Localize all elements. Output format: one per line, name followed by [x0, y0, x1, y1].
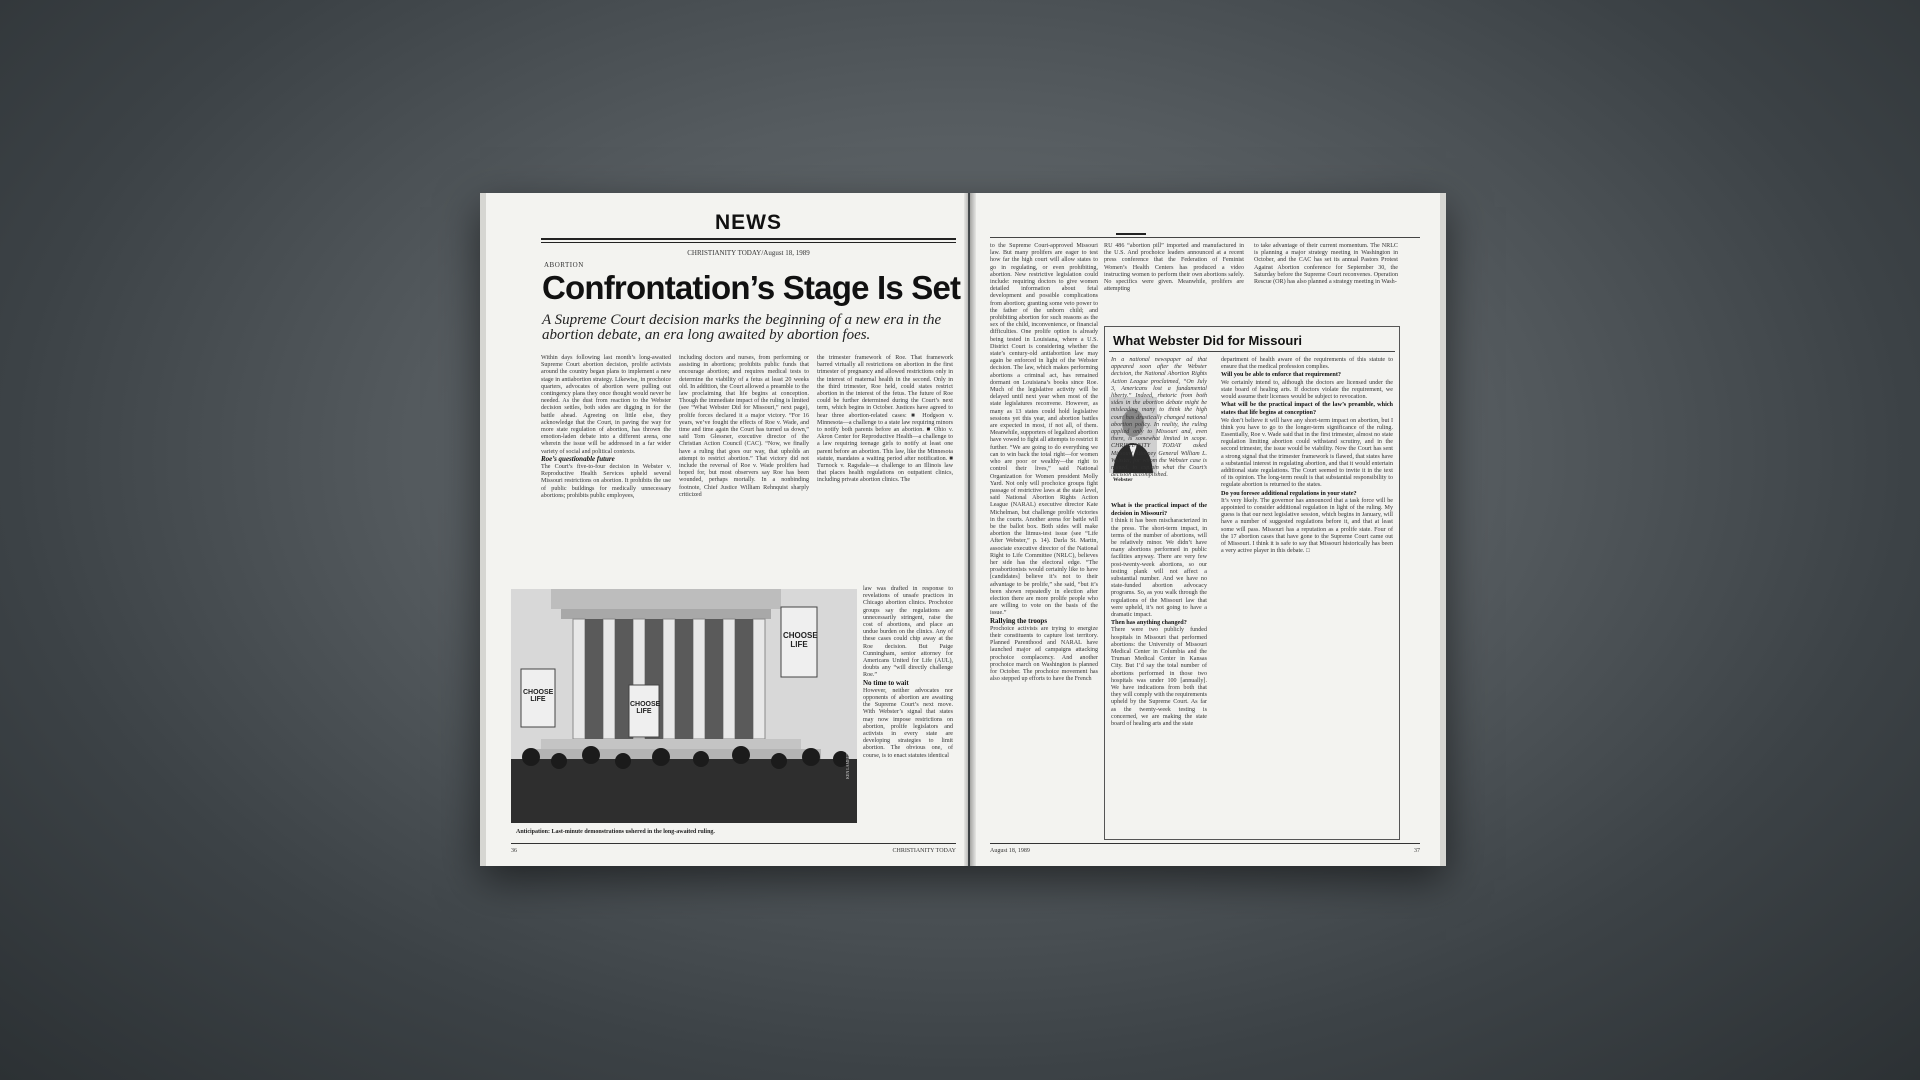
- column-1: [541, 355, 671, 583]
- top-rule-thin: [990, 237, 1420, 238]
- sidebar-title: What Webster Did for Missouri: [1113, 333, 1302, 348]
- folio-date: August 18, 1989: [990, 848, 1030, 854]
- column-3: [817, 355, 953, 585]
- magazine-spread: [480, 193, 1446, 866]
- body-text: including doctors and nurses, from performing or assisting in abortions; prohibits public funds that encourage abortion; and requires medical tests to determine the viability of a fetus at least 20 weeks old. In addition, the Court allowed a preamble to the law proclaiming that life begins at conception. Though the immediate impact of the ruling is limited (see “What Webster Did for Missouri,” next page), prolife forces declared it a major victory. “For 16 years, we’ve fought the effects of Roe v. Wade, and time and time again the Court has turned us down,” said Tom Glessner, executive director of the Christian Action Council (CAC). “Now, we finally have a ruling that goes our way, that upholds an attempt to restrict abortion.” That victory did not include the reversal of Roe v. Wade prolifers had hoped for, but most observers say Roe has been wounded, perhaps mortally. In a nonbinding footnote, Chief Justice William Rehnquist sharply criticized: [679, 355, 809, 498]
- spine-gutter: [964, 193, 976, 866]
- page-number: 36: [511, 848, 517, 854]
- column-2: [679, 355, 809, 583]
- answer: We don’t believe it will have any short-term impact on abortion, but I think you have to go to the longer-term significance of the ruling. Essentially, Roe v. Wade said that in the first trimester, almost no state regulation limiting abortion could withstand scrutiny, and in the second trimester, the issue would be viability. Now the Court has sent a strong signal that the trimester framework is flawed, that states have a substantial interest in regulating abortion, and that it would entertain additional state regulations. The Court seemed to invite it in the text of its opinion. The long-term result is that substantial responsibility to regulate abortion is returned to the states.: [1221, 417, 1393, 489]
- answer: There were two publicly funded hospitals in Missouri that performed abortions: the University of Missouri Medical Center in Columbia and the Truman Medical Center in Kansas City. But I’d say the total number of abortions performed in those two hospitals was under 100 [annually]. We have indications from both that they will comply with the requirements upheld by the Supreme Court. As far as the twenty-week testing is concerned, we are making the state board of healing arts and the state: [1111, 627, 1207, 728]
- publication-name: CHRISTIANITY TODAY: [892, 848, 956, 854]
- column-3b: [863, 586, 953, 826]
- answer: I think it has been mischaracterized in the press. The short-term impact, in terms of the number of abortions, will be relatively minor. We didn’t have many abortions performed in public facilities anyway. There are very few post-twenty-week abortions, so our testing plank will not affect a substantial number. And we have no state-funded abortion advocacy programs. So, as you walk through the regulations of the Missouri law that were upheld, it’s not going to have a dramatic impact.: [1111, 518, 1207, 619]
- column-3-top: [1254, 243, 1398, 323]
- column-1: [990, 243, 1098, 841]
- subhead: No time to wait: [863, 678, 909, 687]
- question: Will you be able to enforce that requirement?: [1221, 371, 1342, 379]
- question: Then has anything changed?: [1111, 619, 1187, 627]
- answer: We certainly intend to, although the doctors are licensed under the state board of healing arts. If doctors violate the requirement, we would assume their licenses would be subject to revocation.: [1221, 379, 1393, 401]
- subhead: Roe’s questionable future: [541, 454, 615, 463]
- right-page: [970, 193, 1446, 866]
- body-text: Prochoice activists are trying to energize their constituents to capture lost territory. Planned Parenthood and NARAL have launched major ad campaigns attacking prochoice complacency. And another prochoice march on Washington is planned for October. The prochoice movement has also stepped up efforts to have the French: [990, 625, 1098, 683]
- protest-sign: CHOOSE LIFE: [523, 689, 554, 703]
- footer-rule: [511, 843, 956, 844]
- body-text: However, neither advocates nor opponents of abortion are awaiting the Supreme Court’s next move. With Webster’s signal that states may now impose restrictions on abortion, prolife legislators and activists in every state are developing strategies to limit abortion. The obvious one, of course, is to enact statutes identical: [863, 687, 953, 759]
- question: What is the practical impact of the decision in Missouri?: [1111, 502, 1207, 518]
- column-2-top: [1104, 243, 1244, 323]
- dateline: CHRISTIANITY TODAY/August 18, 1989: [687, 249, 810, 257]
- question: What will be the practical impact of the law’s preamble, which states that life begins at conception?: [1221, 401, 1393, 417]
- question: Do you foresee additional regulations in your state?: [1221, 489, 1357, 497]
- portrait-label: Webster: [1113, 477, 1133, 483]
- answer: It’s very likely. The governor has announced that a task force will be appointed to consider additional regulation in light of the ruling. My guess is that our next legislative session, which begins in January, will have a number of suggested regulations before it, and that at least some will pass. Missouri has a reputation as a prolife state. Four of the 17 abortion cases that have gone to the Supreme Court came out of Missouri. I think it is safe to say that Missouri historically has been a very active player in this debate. □: [1221, 497, 1393, 555]
- header-rule: [541, 238, 956, 240]
- sidebar-column-1: [1111, 502, 1207, 832]
- photo-credit: KEN LAMBERT: [845, 750, 850, 779]
- photo-illustration: [511, 589, 857, 823]
- body-text: RU 486 “abortion pill” imported and manufactured in the U.S. And prochoice leaders announced at a recent press conference that the Federation of Feminist Women’s Health Centers has produced a video instructing women to perform their own abortions safely. No specifics were given. Meanwhile, prolifers are attempting: [1104, 243, 1244, 293]
- top-rule: [1116, 233, 1146, 235]
- category-label: ABORTION: [544, 261, 584, 269]
- body-text: to the Supreme Court-approved Missouri law. But many prolifers are eager to test how far the high court will allow states to go in regulating, or even prohibiting, abortion. New restrictive legislation could include: requiring doctors to give women detailed information about fetal development and possible complications from abortion; granting some veto power to the father of the unborn child; and prohibiting abortion for such reasons as the sex of the child, inconvenience, or financial difficulties. One prolife option is already being tested in Louisiana, where a U.S. District Court is considering whether the state’s century-old antiabortion law may again be enforced in light of the Webster decision. The law, which makes performing abortions a criminal act, has remained dormant on Louisiana’s books since Roe. Much of the legislative activity will be delayed until next year when most of the state legislatures reconvene. However, as many as 13 states could hold legislative sessions yet this year, and abortion battles are expected in most, if not all, of them. Meanwhile, supporters of legalized abortion have vowed to fight all attempts to restrict it further. “We are going to do everything we can to win back the total right—for women who are poor or wealthy—the right to control their lives,” said National Organization for Women president Molly Yard. Not only will prochoice groups fight passage of restrictive laws at the state level, said National Abortion Rights Action League (NARAL) executive director Kate Michelman, but challenge prolife victories in the courts. Another arena for battle will be the ballot box. Both sides will make abortion the litmus-test issue (see “Life After Webster,” p. 14). Darla St. Martin, associate executive director of the National Right to Life Committee (NRLC), believes her side has the electoral edge. “The proabortionists would certainly like to have [candidates] believe it’s not to their advantage to be prolife,” she said, “but it’s been shown repeatedly in election after election there are more prolife people who are willing to vote on the basis of the issue.”: [990, 243, 1098, 617]
- body-text: law was drafted in response to revelations of unsafe practices in Chicago abortion clinics. Prochoice groups say the regulations are unnecessarily stringent, raise the cost of abortions, and place an undue burden on the clinics. Any of these cases could chip away at the Roe decision. But Paige Cunningham, senior attorney for Americans United for Life (AUL), doubts any “will directly challenge Roe.”: [863, 586, 953, 679]
- section-label: NEWS: [715, 211, 782, 234]
- sidebar-column-2: [1221, 357, 1393, 832]
- protest-photo: [511, 589, 857, 823]
- body-text: The Court’s five-to-four decision in Webster v. Reproductive Health Services upheld several Missouri restrictions on abortion. It prohibits the use of public buildings for medically unnecessary abortions; prohibits public employees,: [541, 464, 671, 499]
- body-text: the trimester framework of Roe. That framework barred virtually all restrictions on abortion in the first trimester of pregnancy and allowed restrictions only in the interest of maternal health in the second. Only in the third trimester, Roe held, could states restrict abortion in the interest of the fetus. The future of Roe could be further determined during the Court’s next term, which begins in October. Justices have agreed to hear three abortion-related cases: ■ Hodgson v. Minnesota—a challenge to a state law requiring minors to notify both parents before an abortion. ■ Ohio v. Akron Center for Reproductive Health—a challenge to a law requiring teenage girls to notify at least one parent before an abortion. This law, like the Minnesota statute, mandates a waiting period after notification. ■ Turnock v. Ragsdale—a challenge to an Illinois law that places health regulations on outpatient clinics, including private abortion clinics. The: [817, 355, 953, 484]
- left-page: [480, 193, 968, 866]
- page-number: 37: [1414, 848, 1420, 854]
- sidebar-intro: In a national newspaper ad that appeared soon after the Webster decision, the National Abortion Rights Action League proclaimed, “On July 3, Americans lost a fundamental liberty.” Indeed, rhetoric from both sides in the abortion debate might be misleading many to think the high court has drastically changed national abortion policy. In reality, the ruling applied only to Missouri and, even there, is somewhat limited in scope. CHRISTIANITY TODAY asked Missouri Attorney General William L. Webster, for whom the Webster case is named, to explain what the Court’s decision accomplished.: [1111, 357, 1207, 479]
- subhead: Rallying the troops: [990, 616, 1048, 625]
- protest-sign: CHOOSE LIFE: [630, 701, 661, 715]
- photo-caption: Anticipation: Last-minute demonstrations ushered in the long-awaited ruling.: [516, 829, 715, 835]
- sidebar-intro-top: [1111, 357, 1207, 479]
- headline: Confrontation’s Stage Is Set: [542, 269, 961, 306]
- protest-sign: CHOOSE LIFE: [783, 631, 818, 649]
- footer-rule: [990, 843, 1420, 844]
- body-text: Within days following last month’s long-awaited Supreme Court abortion decision, prolife activists around the country began plans to implement a new stage in antiabortion strategy. Likewise, in prochoice quarters, advocates of abortion were pulling out contingency plans they once thought would never be needed. As the dust from reaction to the Webster decision settles, both sides are digging in for the battle ahead. Agreeing on little else, they acknowledge that the Court, in paving the way for more state regulation of abortion, has thrown the emotion-laden debate into a different arena, one wherein the issue will be addressed in a far wider variety of social and political contexts.: [541, 355, 671, 455]
- body-text: department of health aware of the requirements of this statute to ensure that the medical profession complies.: [1221, 357, 1393, 371]
- sidebar-box: [1104, 326, 1400, 840]
- deck: A Supreme Court decision marks the beginning of a new era in the abortion debate, an era long awaited by abortion foes.: [542, 312, 942, 343]
- header-rule-thin: [541, 242, 956, 243]
- sidebar-rule: [1109, 351, 1395, 352]
- body-text: to take advantage of their current momentum. The NRLC is planning a major strategy meeting in Washington in October, and the CAC has set its annual Pastors Protest Against Abortion conference for September 30, the Saturday before the Supreme Court reconvenes. Operation Rescue (OR) has also planned a strategy meeting in Wash-: [1254, 243, 1398, 286]
